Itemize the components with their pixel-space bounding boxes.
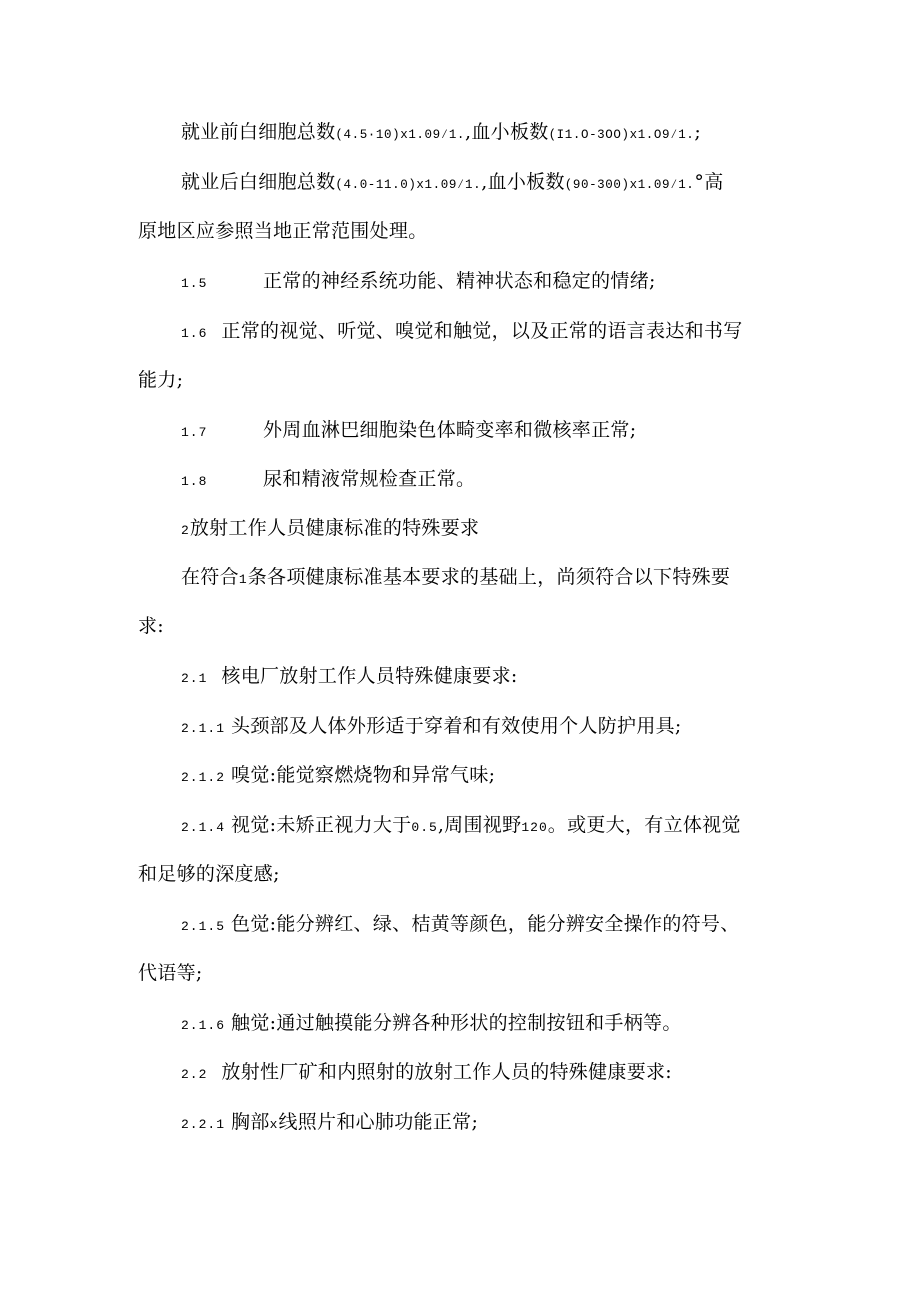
section-heading-2 — [181, 515, 479, 544]
clause-number: 1.8 — [181, 474, 208, 489]
line-value: (4.0-11.0)x1.09⁄1. — [335, 178, 482, 192]
clause-text: 色觉:能分辨红、绿、桔黄等颜色，能分辨安全操作的符号、 — [231, 913, 740, 935]
clause-number: 1.5 — [181, 276, 208, 291]
clause-text: 头颈部及人体外形适于穿着和有效使用个人防护用具; — [231, 715, 682, 737]
clause-2-1-2 — [181, 762, 495, 791]
clause-text: 放射性厂矿和内照射的放射工作人员的特殊健康要求: — [221, 1061, 673, 1083]
clause-number: 2.2.1 — [181, 1117, 226, 1132]
clause-number: 2.1.5 — [181, 919, 226, 934]
text-line — [138, 960, 203, 986]
clause-2-1-4 — [181, 812, 741, 841]
line-text: 代语等; — [138, 962, 203, 984]
line-value: 1 — [238, 572, 248, 587]
clause-text: 外周血淋巴细胞染色体畸变率和微核率正常; — [263, 419, 637, 441]
clause-number: 2.1.4 — [181, 820, 226, 835]
clause-2-2 — [181, 1059, 672, 1088]
section-title: 放射工作人员健康标准的特殊要求 — [189, 517, 480, 539]
clause-text: 。或更大，有立体视觉 — [547, 814, 741, 836]
text-line-wbc-post-employment — [181, 169, 724, 198]
line-text: 就业后白细胞总数 — [181, 171, 336, 193]
clause-number: 2.1.1 — [181, 721, 226, 736]
clause-1-8 — [181, 466, 476, 495]
text-line — [138, 613, 164, 639]
clause-text: 视觉:未矫正视力大于 — [231, 814, 412, 836]
clause-number: 1.7 — [181, 425, 208, 440]
clause-2-1-1 — [181, 713, 682, 742]
clause-number: 2.1.2 — [181, 770, 226, 785]
clause-text: 线照片和心肺功能正常; — [278, 1111, 479, 1133]
line-value: 0.5 — [411, 820, 438, 835]
text-line — [138, 218, 428, 244]
line-value: (90-300)x1.09⁄1. — [564, 178, 695, 192]
line-text: 在符合 — [181, 566, 239, 588]
line-text: ,血小板数 — [481, 171, 565, 193]
clause-2-1 — [181, 663, 518, 692]
clause-text: 正常的神经系统功能、精神状态和稳定的情绪; — [263, 270, 656, 292]
line-text: 就业前白细胞总数 — [181, 121, 336, 143]
clause-text: 嗅觉:能觉察燃烧物和异常气味; — [231, 764, 496, 786]
clause-text: 触觉:通过触摸能分辨各种形状的控制按钮和手柄等。 — [231, 1012, 682, 1034]
line-text: 条各项健康标准基本要求的基础上，尚须符合以下特殊要 — [247, 566, 731, 588]
clause-text: 核电厂放射工作人员特殊健康要求: — [221, 665, 518, 687]
line-text: 原地区应参照当地正常范围处理。 — [138, 220, 428, 242]
text-line — [138, 367, 183, 393]
clause-text: 正常的视觉、听觉、嗅觉和触觉，以及正常的语言表达和书写 — [221, 320, 743, 342]
clause-2-1-5 — [181, 911, 740, 940]
line-text: ,血小板数 — [465, 121, 549, 143]
line-value: (I1.O-3OO)x1.O9⁄1. — [548, 128, 695, 142]
line-text: ; — [694, 121, 702, 143]
clause-text: 胸部 — [231, 1111, 270, 1133]
line-text: °高 — [694, 171, 724, 193]
clause-text: 尿和精液常规检查正常。 — [263, 468, 476, 490]
clause-number: 1.6 — [181, 326, 208, 341]
clause-2-2-1 — [181, 1109, 478, 1138]
line-value: 120 — [521, 820, 548, 835]
text-line — [138, 861, 280, 887]
clause-number: 2.1 — [181, 671, 208, 686]
clause-number: 2.2 — [181, 1067, 208, 1082]
line-value: x — [269, 1117, 279, 1132]
clause-1-7 — [181, 417, 637, 446]
line-value: (4.5·10)x1.09⁄1. — [335, 128, 466, 142]
text-line — [181, 564, 730, 593]
section-number: 2 — [181, 523, 190, 538]
line-text: 和足够的深度感; — [138, 863, 280, 885]
clause-1-5 — [181, 268, 656, 297]
clause-1-6 — [181, 318, 743, 347]
text-line-wbc-pre-employment — [181, 119, 701, 148]
line-text: 求: — [138, 615, 165, 637]
clause-2-1-6 — [181, 1010, 682, 1039]
clause-text: ,周围视野 — [437, 814, 522, 836]
line-text: 能力; — [138, 369, 184, 391]
clause-number: 2.1.6 — [181, 1018, 226, 1033]
